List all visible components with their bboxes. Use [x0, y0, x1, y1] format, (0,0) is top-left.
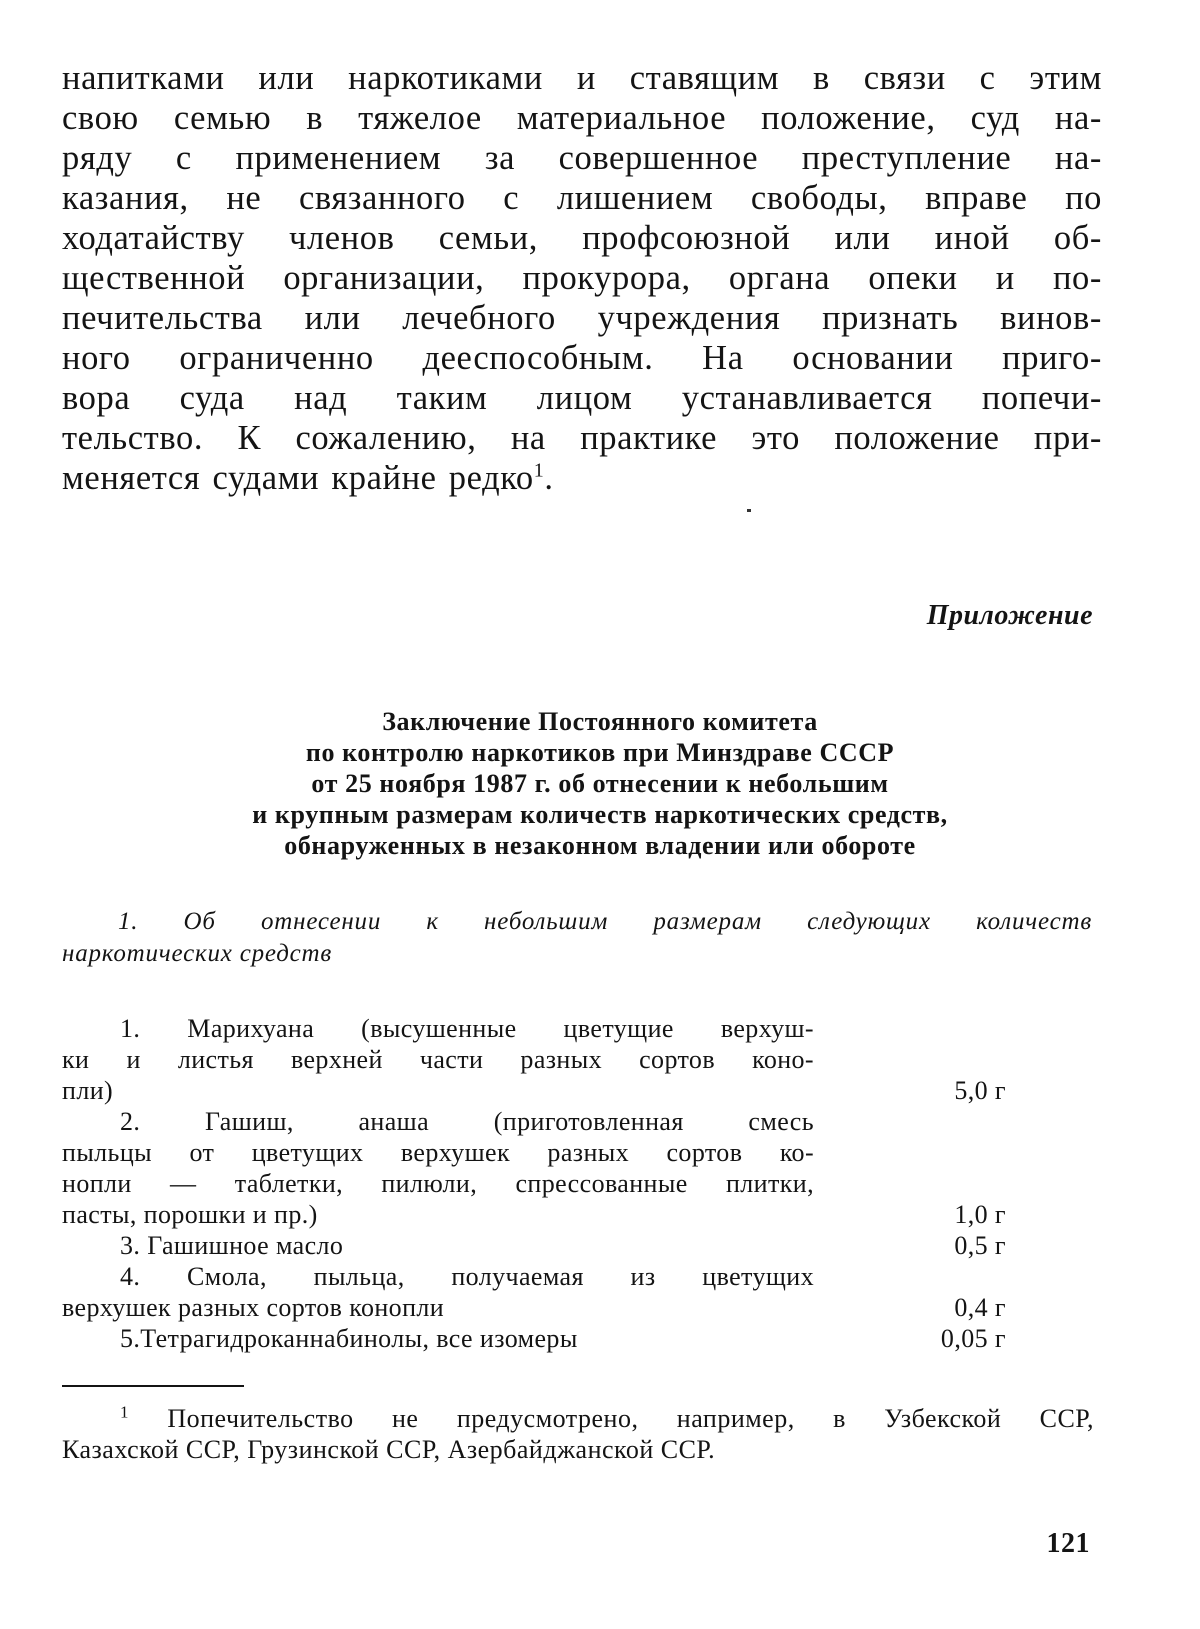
substance-list — [62, 1013, 1022, 1354]
body-line: свою семью в тяжелое материальное положение, суд на- — [62, 99, 1102, 137]
item-line: 2. Гашиш, анаша (приготовленная смесь — [120, 1107, 814, 1136]
body-paragraph — [62, 58, 1102, 498]
item-line: верхушек разных сортов конопли — [62, 1293, 445, 1322]
body-line: печительства или лечебного учреждения признать винов- — [62, 299, 1102, 337]
body-line-last — [62, 458, 1102, 498]
item-amount: 0,4 г — [954, 1293, 1006, 1322]
document-title — [130, 706, 1070, 861]
item-description — [62, 1013, 814, 1106]
title-line: от 25 ноября 1987 г. об отнесении к небольшим — [311, 769, 889, 798]
body-line-text: меняется судами крайне редко — [62, 459, 534, 497]
appendix-label: Приложение — [926, 600, 1093, 631]
item-description — [62, 1261, 814, 1323]
list-item — [62, 1106, 1022, 1230]
body-line: вора суда над таким лицом устанавливается попечи- — [62, 379, 1102, 417]
title-line: и крупным размерам количеств наркотических средств, — [252, 800, 948, 829]
item-line: 5.Тетрагидроканнабинолы, все изомеры — [120, 1324, 578, 1353]
item-line: пли) — [62, 1076, 114, 1105]
item-line: нопли — таблетки, пилюли, спрессованные плитки, — [62, 1169, 814, 1198]
list-item — [62, 1013, 1022, 1106]
item-line: ки и листья верхней части разных сортов коно- — [62, 1045, 814, 1074]
item-amount: 0,5 г — [954, 1231, 1006, 1260]
item-amount: 0,05 г — [940, 1324, 1006, 1353]
section-heading — [62, 906, 1092, 970]
item-amount: 5,0 г — [954, 1076, 1006, 1105]
item-description — [62, 1230, 814, 1261]
title-line: обнаруженных в незаконном владении или обороте — [284, 831, 916, 860]
footnote — [62, 1403, 1094, 1465]
footnote-line — [62, 1403, 1094, 1434]
page-number: 121 — [1046, 1528, 1090, 1559]
section-heading-line: 1. Об отнесении к небольшим размерам следующих количеств — [118, 908, 1092, 935]
item-amount: 1,0 г — [954, 1200, 1006, 1229]
footnote-reference: 1 — [533, 459, 545, 482]
footnote-line: Казахской ССР, Грузинской ССР, Азербайджанской ССР. — [62, 1435, 716, 1464]
body-line: ряду с применением за совершенное преступление на- — [62, 139, 1102, 177]
title-line: по контролю наркотиков при Минздраве СССР — [305, 738, 895, 767]
footnote-text: Попечительство не предусмотрено, например, в Узбекской ССР, — [167, 1404, 1095, 1433]
body-line: тельство. К сожалению, на практике это положение при- — [62, 419, 1102, 457]
section-heading-line: наркотических средств — [62, 940, 333, 967]
body-end-punct: . — [544, 459, 554, 497]
body-line: напитками или наркотиками и ставящим в связи с этим — [62, 59, 1102, 97]
item-description — [62, 1323, 814, 1354]
body-line: ходатайству членов семьи, профсоюзной или иной об- — [62, 219, 1102, 257]
item-line: 4. Смола, пыльца, получаемая из цветущих — [120, 1262, 814, 1291]
list-item — [62, 1261, 1022, 1323]
item-line: пыльцы от цветущих верхушек разных сортов ко- — [62, 1138, 814, 1167]
list-item — [62, 1230, 1022, 1261]
print-speck — [747, 509, 751, 512]
footnote-marker: 1 — [120, 1402, 129, 1422]
body-line: казания, не связанного с лишением свободы, вправе по — [62, 179, 1102, 217]
item-line: 3. Гашишное масло — [120, 1231, 344, 1260]
list-item — [62, 1323, 1022, 1354]
item-description — [62, 1106, 814, 1230]
body-line: щественной организации, прокурора, органа опеки и по- — [62, 259, 1102, 297]
title-line: Заключение Постоянного комитета — [382, 707, 818, 736]
body-line: ного ограниченно дееспособным. На основании приго- — [62, 339, 1102, 377]
item-line: пасты, порошки и пр.) — [62, 1200, 318, 1229]
item-line: 1. Марихуана (высушенные цветущие верхуш- — [120, 1014, 814, 1043]
footnote-divider — [62, 1385, 244, 1387]
